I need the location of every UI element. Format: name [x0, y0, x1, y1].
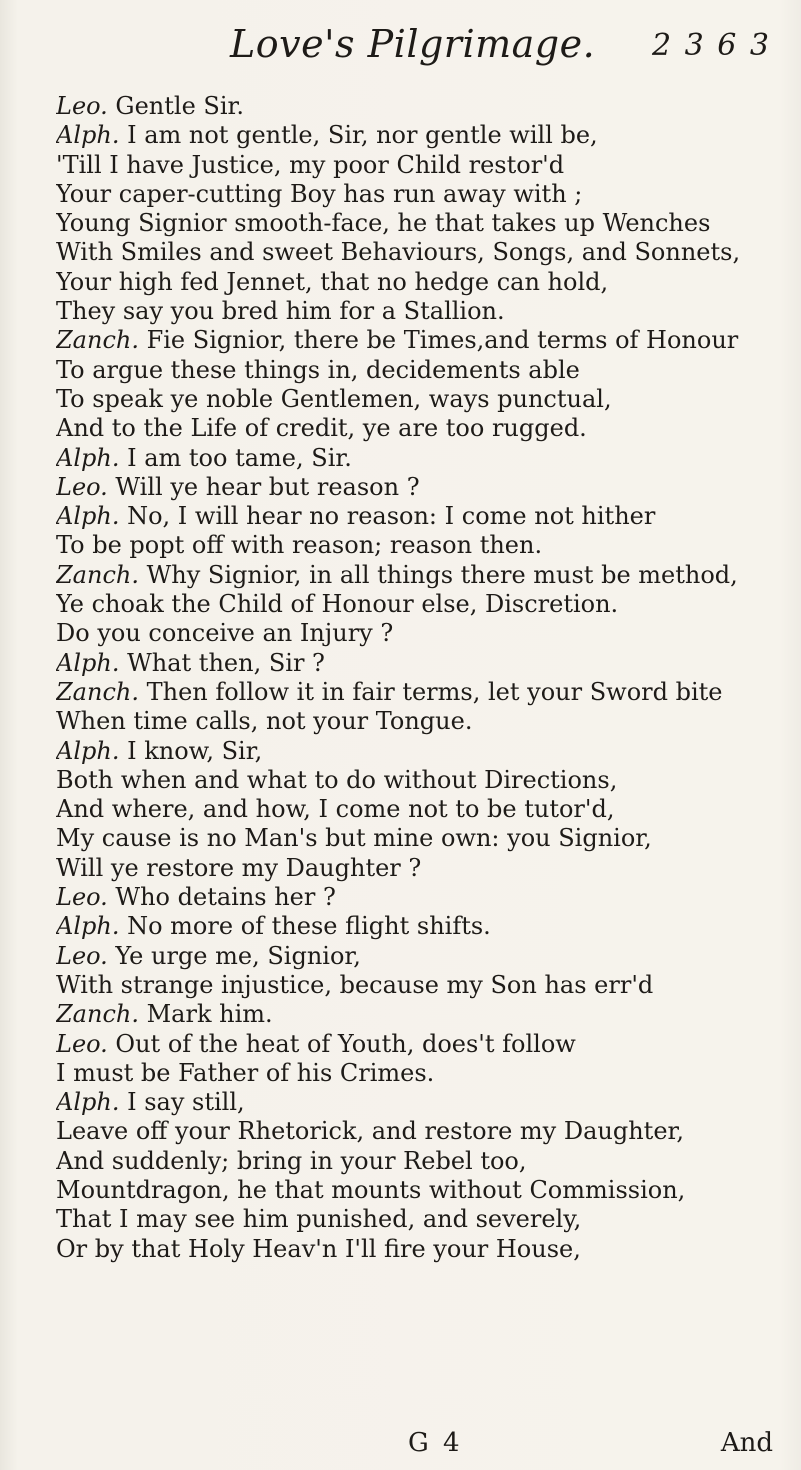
- text-line: [56, 356, 786, 385]
- line-text: Out of the heat of Youth, does't follow: [107, 1029, 576, 1058]
- text-line: [56, 121, 786, 150]
- page-footer: [0, 1428, 801, 1464]
- line-text: Or by that Holy Heav'n I'll fire your House,: [56, 1234, 581, 1263]
- text-line: [56, 1000, 786, 1029]
- text-line: [56, 1205, 786, 1234]
- text-line: [56, 766, 786, 795]
- speaker-name: Leo.: [56, 472, 108, 501]
- text-line: [56, 971, 786, 1000]
- text-line: [56, 473, 786, 502]
- line-text: Will ye hear but reason ?: [107, 472, 420, 501]
- text-line: [56, 561, 786, 590]
- line-text: With Smiles and sweet Behaviours, Songs, and Sonnets,: [56, 238, 741, 267]
- line-text: I say still,: [119, 1088, 245, 1117]
- line-text: And where, and how, I come not to be tutor'd,: [56, 795, 615, 824]
- text-line: [56, 209, 786, 238]
- line-text: Do you conceive an Injury ?: [56, 619, 394, 648]
- line-text: I know, Sir,: [119, 736, 263, 765]
- text-line: [56, 1088, 786, 1117]
- line-text: To argue these things in, decidements able: [56, 355, 580, 384]
- speaker-name: Alph.: [56, 443, 120, 472]
- text-line: [56, 502, 786, 531]
- text-line: [56, 854, 786, 883]
- text-line: [56, 649, 786, 678]
- text-line: [56, 92, 786, 121]
- line-text: Why Signior, in all things there must be method,: [138, 560, 738, 589]
- line-text: My cause is no Man's but mine own: you Signior,: [56, 824, 652, 853]
- play-text: [56, 92, 786, 1264]
- text-line: [56, 1147, 786, 1176]
- line-text: And to the Life of credit, ye are too rugged.: [56, 414, 587, 443]
- text-line: [56, 1030, 786, 1059]
- line-text: Will ye restore my Daughter ?: [56, 853, 422, 882]
- speaker-name: Leo.: [56, 941, 108, 970]
- text-line: [56, 414, 786, 443]
- line-text: I am too tame, Sir.: [119, 443, 352, 472]
- text-line: [56, 531, 786, 560]
- text-line: [56, 180, 786, 209]
- line-text: Mark him.: [138, 1000, 273, 1029]
- speaker-name: Alph.: [56, 912, 120, 941]
- signature-mark: G 4: [408, 1428, 463, 1458]
- line-text: Both when and what to do without Directions,: [56, 765, 618, 794]
- text-line: [56, 883, 786, 912]
- text-line: [56, 824, 786, 853]
- text-line: [56, 678, 786, 707]
- line-text: Gentle Sir.: [107, 92, 244, 120]
- speaker-name: Alph.: [56, 648, 120, 677]
- speaker-name: Leo.: [56, 883, 108, 912]
- speaker-name: Zanch.: [56, 1000, 139, 1029]
- text-line: [56, 444, 786, 473]
- line-text: Ye choak the Child of Honour else, Discretion.: [56, 590, 619, 619]
- line-text: Mountdragon, he that mounts without Commission,: [56, 1175, 686, 1204]
- line-text: What then, Sir ?: [119, 648, 325, 677]
- text-line: [56, 795, 786, 824]
- speaker-name: Alph.: [56, 736, 120, 765]
- text-line: [56, 1176, 786, 1205]
- text-line: [56, 1117, 786, 1146]
- text-line: [56, 737, 786, 766]
- line-text: Leave off your Rhetorick, and restore my Daughter,: [56, 1117, 684, 1146]
- text-line: [56, 297, 786, 326]
- catchword: And: [720, 1428, 773, 1458]
- line-text: Young Signior smooth-face, he that takes up Wenches: [56, 209, 711, 238]
- running-title: Love's Pilgrimage.: [230, 22, 596, 66]
- page-number: 2 3 6 3: [652, 28, 771, 63]
- line-text: I am not gentle, Sir, nor gentle will be,: [119, 121, 598, 150]
- text-line: [56, 1059, 786, 1088]
- line-text: No more of these flight shifts.: [119, 912, 491, 941]
- speaker-name: Leo.: [56, 1029, 108, 1058]
- line-text: I must be Father of his Crimes.: [56, 1058, 435, 1087]
- text-line: [56, 942, 786, 971]
- line-text: To be popt off with reason; reason then.: [56, 531, 543, 560]
- line-text: No, I will hear no reason: I come not hither: [119, 502, 656, 531]
- speaker-name: Alph.: [56, 1088, 120, 1117]
- speaker-name: Alph.: [56, 502, 120, 531]
- line-text: Ye urge me, Signior,: [107, 941, 361, 970]
- text-line: [56, 619, 786, 648]
- line-text: They say you bred him for a Stallion.: [56, 297, 505, 326]
- text-line: [56, 268, 786, 297]
- line-text: 'Till I have Justice, my poor Child restor'd: [56, 150, 565, 179]
- line-text: Your high fed Jennet, that no hedge can hold,: [56, 267, 609, 296]
- speaker-name: Zanch.: [56, 326, 139, 355]
- line-text: And suddenly; bring in your Rebel too,: [56, 1146, 527, 1175]
- speaker-name: Alph.: [56, 121, 120, 150]
- line-text: When time calls, not your Tongue.: [56, 707, 473, 736]
- text-line: [56, 912, 786, 941]
- line-text: To speak ye noble Gentlemen, ways punctual,: [56, 384, 612, 413]
- line-text: With strange injustice, because my Son has err'd: [56, 970, 654, 999]
- text-line: [56, 326, 786, 355]
- text-line: [56, 590, 786, 619]
- text-line: [56, 151, 786, 180]
- speaker-name: Zanch.: [56, 677, 139, 706]
- line-text: Then follow it in fair terms, let your Sword bite: [138, 677, 723, 706]
- text-line: [56, 385, 786, 414]
- text-line: [56, 1235, 786, 1264]
- line-text: Who detains her ?: [107, 883, 336, 912]
- page-header: [0, 22, 801, 82]
- line-text: Your caper-cutting Boy has run away with ;: [56, 179, 583, 208]
- line-text: Fie Signior, there be Times,and terms of Honour: [138, 326, 739, 355]
- line-text: That I may see him punished, and severely,: [56, 1205, 582, 1234]
- text-line: [56, 707, 786, 736]
- speaker-name: Leo.: [56, 92, 108, 120]
- text-line: [56, 238, 786, 267]
- speaker-name: Zanch.: [56, 560, 139, 589]
